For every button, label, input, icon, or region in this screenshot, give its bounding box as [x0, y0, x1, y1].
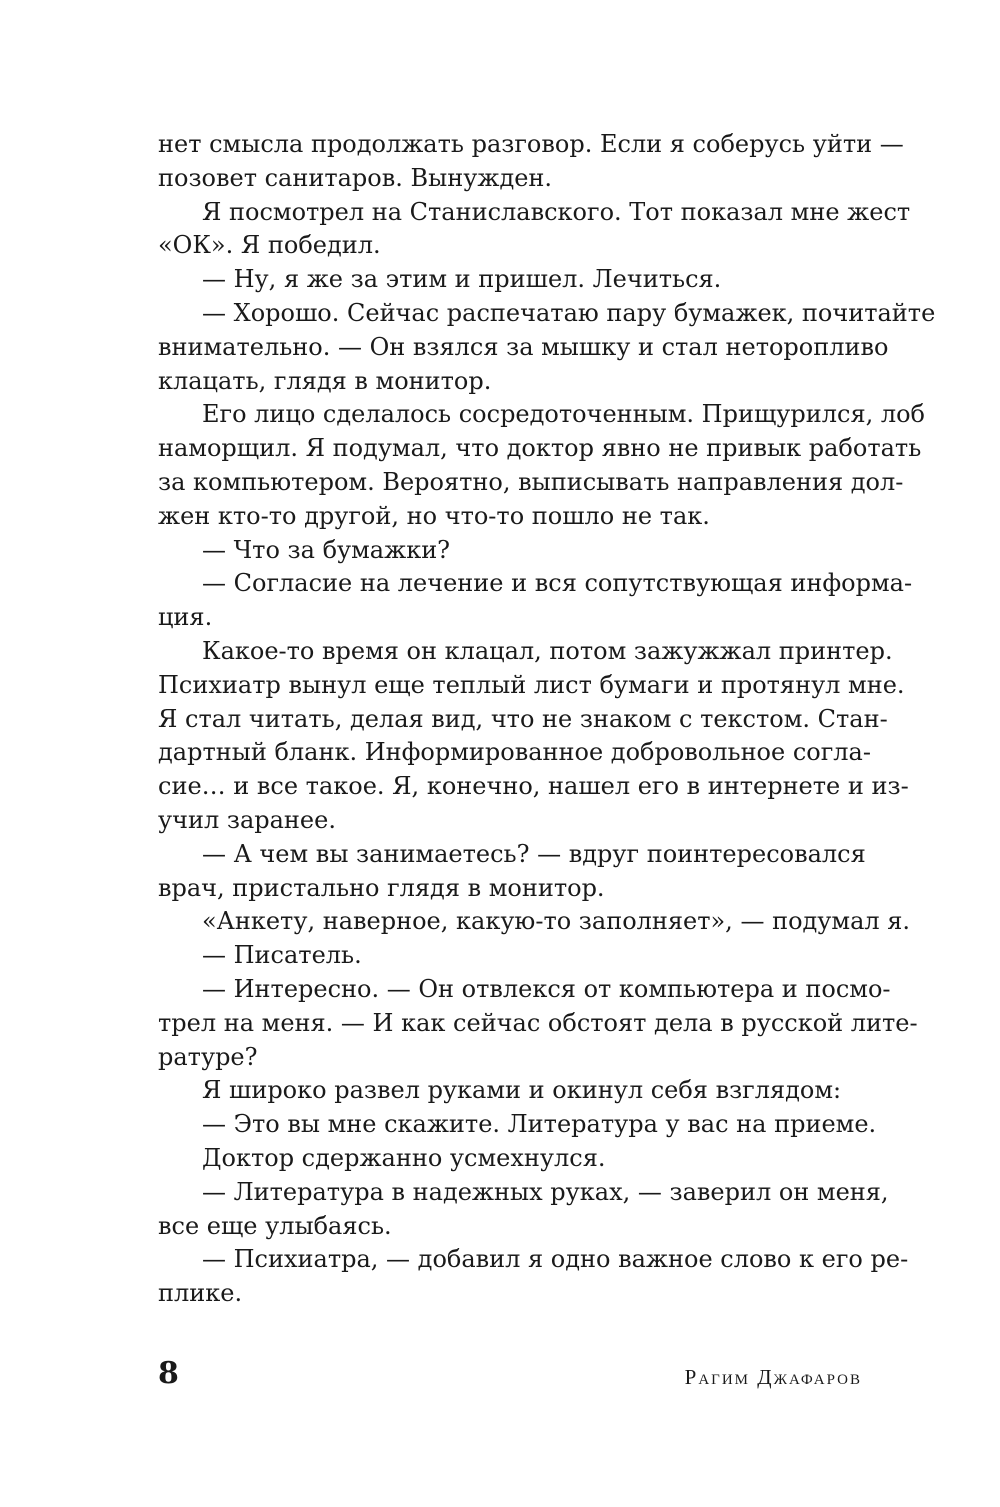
text-line: — Писатель.	[202, 941, 362, 970]
text-line: дартный бланк. Информированное добровольное согла-	[158, 738, 871, 767]
text-line: — А чем вы занимаетесь? — вдруг поинтересовался	[202, 839, 866, 868]
text-line: нет смысла продолжать разговор. Если я соберусь уйти —	[158, 130, 904, 158]
text-line: внимательно. — Он взялся за мышку и стал неторопливо	[158, 332, 889, 361]
text-line: ция.	[158, 603, 213, 632]
text-line: врач, пристально глядя в монитор.	[158, 873, 605, 902]
text-line: — Интересно. — Он отвлекся от компьютера и посмо-	[202, 974, 891, 1003]
text-line: все еще улыбаясь.	[158, 1211, 392, 1240]
text-line: Его лицо сделалось сосредоточенным. Прищурился, лоб	[202, 400, 925, 429]
text-line: — Что за бумажки?	[202, 535, 451, 564]
text-line: за компьютером. Вероятно, выписывать направления дол-	[158, 467, 904, 496]
body-text	[158, 128, 936, 1311]
text-line: Я посмотрел на Станиславского. Тот показал мне жест	[202, 197, 911, 226]
text-line: позовет санитаров. Вынужден.	[158, 163, 553, 192]
text-line: Доктор сдержанно усмехнулся.	[202, 1143, 606, 1172]
text-line: трел на меня. — И как сейчас обстоят дела в русской лите-	[158, 1008, 918, 1037]
text-line: учил заранее.	[158, 805, 336, 834]
text-line: сие… и все такое. Я, конечно, нашел его в интернете и из-	[158, 772, 909, 801]
text-line: ратуре?	[158, 1042, 258, 1071]
text-line: — Это вы мне скажите. Литература у вас на приеме.	[202, 1110, 877, 1139]
text-line: жен кто-то другой, но что-то пошло не так.	[158, 501, 710, 530]
page-number: 8	[158, 1356, 179, 1391]
text-line: — Психиатра, — добавил я одно важное слово к его ре-	[202, 1245, 909, 1274]
text-line: плике.	[158, 1279, 243, 1308]
text-line: Психиатр вынул еще теплый лист бумаги и протянул мне.	[158, 670, 905, 699]
text-line: наморщил. Я подумал, что доктор явно не привык работать	[158, 434, 922, 463]
text-line: — Ну, я же за этим и пришел. Лечиться.	[202, 265, 722, 294]
text-line: «Анкету, наверное, какую-то заполняет», — подумал я.	[202, 907, 911, 936]
text-line: — Литература в надежных руках, — заверил он меня,	[202, 1177, 889, 1206]
text-line: «ОК». Я победил.	[158, 231, 381, 260]
text-line: Я широко развел руками и окинул себя взглядом:	[202, 1076, 842, 1105]
text-line: Какое-то время он клацал, потом зажужжал принтер.	[202, 636, 893, 665]
text-line: — Хорошо. Сейчас распечатаю пару бумажек, почитайте	[202, 298, 936, 327]
text-line: — Согласие на лечение и вся сопутствующая информа-	[202, 569, 913, 598]
text-line: клацать, глядя в монитор.	[158, 366, 492, 395]
text-line: Я стал читать, делая вид, что не знаком с текстом. Стан-	[158, 704, 888, 733]
running-footer-author: Рагим Джафаров	[684, 1365, 862, 1389]
